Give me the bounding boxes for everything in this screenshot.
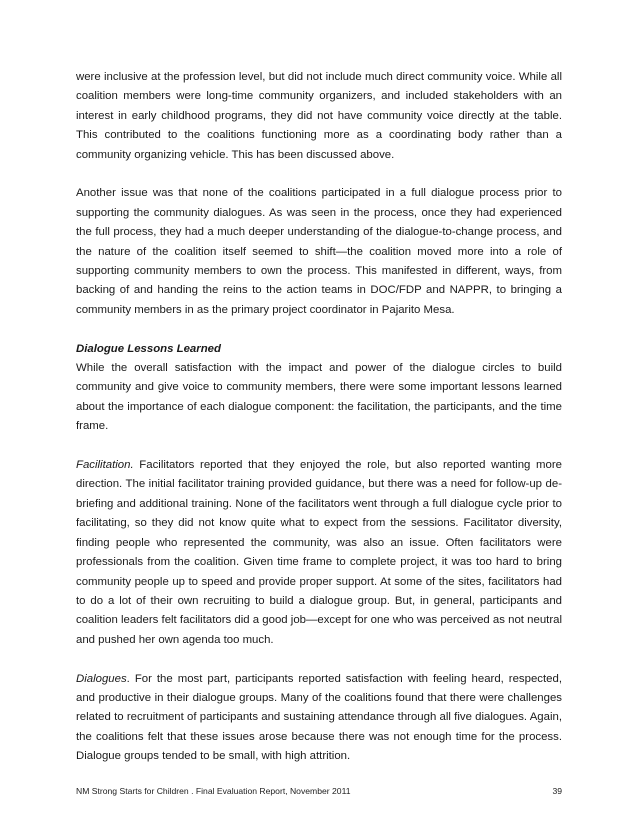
- paragraph-3: While the overall satisfaction with the impact and power of the dialogue circles to build community and give voice to community members, there were some important lessons learned about the importance of each dialogue component: the facilitation, the participants, and the time frame.: [76, 362, 562, 433]
- paragraph-2: Another issue was that none of the coalitions participated in a full dialogue process prior to supporting the community dialogues. As was seen in the process, once they had experienced the full process, they had a much deeper understanding of the dialogue-to-change process, and the nature of the coalition itself seemed to shift—the coalition moved more into a role of supporting community members to own the process. This manifested in different, ways, from backing of and handing the reins to the action teams in DOC/FDP and NAPPR, to bringing a community members in as the primary project coordinator in Pajarito Mesa.: [76, 187, 562, 316]
- footer-title: NM Strong Starts for Children . Final Evaluation Report, November 2011: [76, 786, 351, 796]
- paragraph-5-lead: Dialogues: [76, 672, 127, 685]
- page-number: 39: [552, 786, 562, 796]
- paragraph-4: [76, 456, 562, 650]
- paragraph-4-text: Facilitators reported that they enjoyed the role, but also reported wanting more direction. The initial facilitator training provided guidance, but there was a need for follow-up de-briefing and additional training. None of the facilitators went through a full dialogue cycle prior to facilitating, so they did not know quite what to expect from the sessions. Facilitator diversity, finding people who represented the community, was also an issue. Often facilitators were professionals from the coalition. Given time frame to complete project, it was too hard to bring community people up to speed and provide proper support. At some of the sites, facilitators had to do a lot of their own recruiting to build a dialogue group. But, in general, participants and coalition leaders felt facilitators did a good job—except for one who was perceived as not neutral and pushed her own agenda too much.: [76, 459, 562, 646]
- paragraph-1: were inclusive at the profession level, but did not include much direct community voice. While all coalition members were long-time community organizers, and included stakeholders with an interest in early childhood programs, they did not have community voice directly at the table. This contributed to the coalitions functioning more as a coordinating body rather than a community organizing vehicle. This has been discussed above.: [76, 71, 562, 161]
- paragraph-5: [76, 670, 562, 767]
- section-heading-wrap: [76, 340, 562, 359]
- body-text: [76, 68, 562, 786]
- paragraph-4-lead: Facilitation.: [76, 459, 134, 472]
- page-footer: [76, 786, 562, 796]
- paragraph-5-text: . For the most part, participants reported satisfaction with feeling heard, respected, and productive in their dialogue groups. Many of the coalitions found that there were challenges related to recruitment of participants and sustaining attendance through all five dialogues. Again, the coalitions felt that these issues arose because there was not enough time for the process. Dialogue groups tended to be small, with high attrition.: [76, 672, 562, 763]
- section-heading: Dialogue Lessons Learned: [76, 342, 221, 355]
